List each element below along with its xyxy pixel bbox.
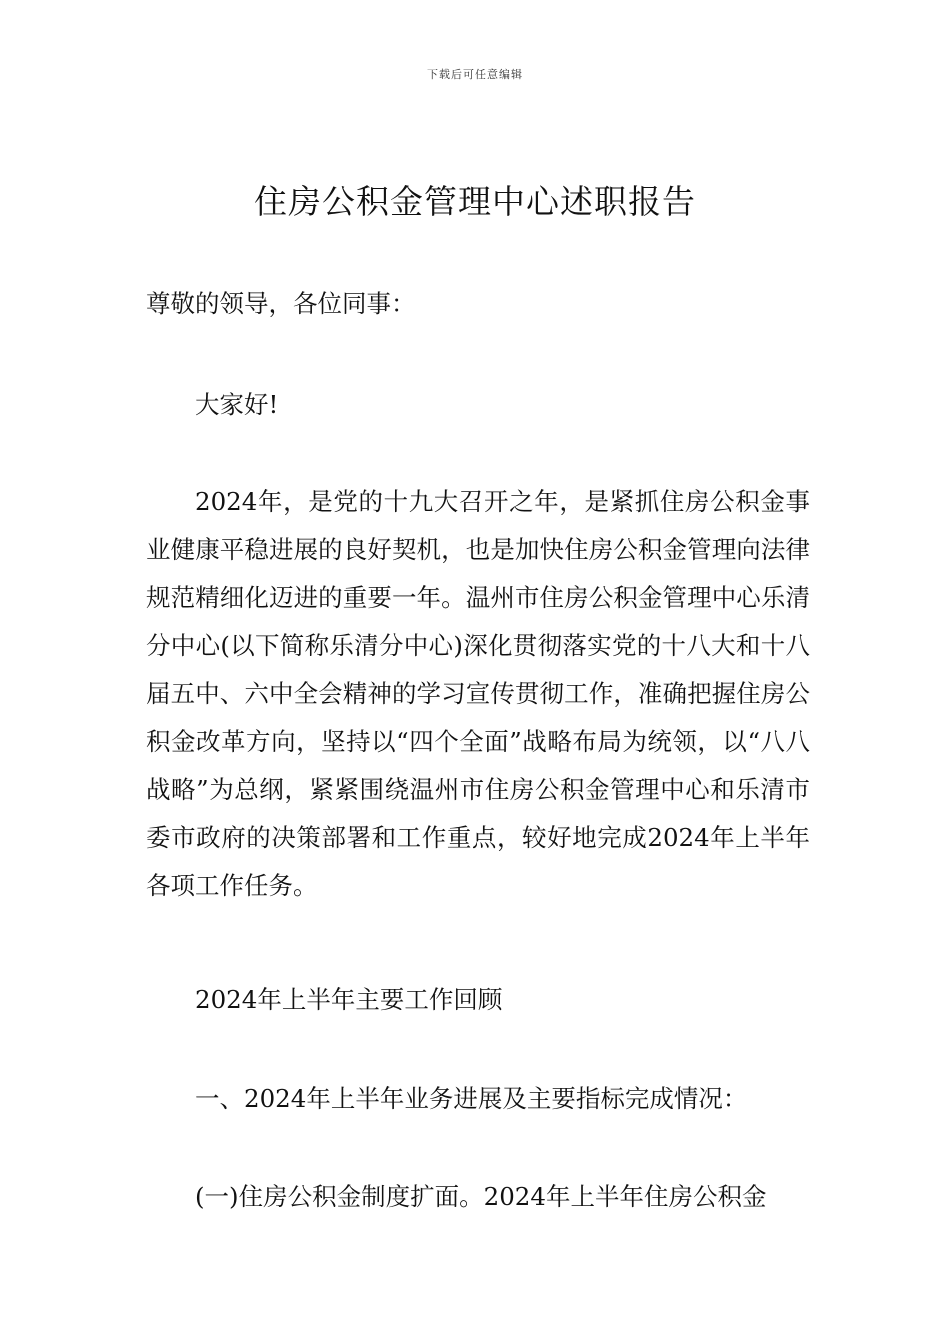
salutation: 尊敬的领导，各位同事： (146, 289, 416, 318)
subsection-heading-one: (一)住房公积金制度扩面。2024年上半年住房公积金 (195, 1182, 767, 1211)
body-paragraph: 2024年，是党的十九大召开之年，是紧抓住房公积金事业健康平稳进展的良好契机，也是加快住房公积金管理向法律规范精细化迈进的重要一年。温州市住房公积金管理中心乐清分中心(以下简称乐清分中心)深化贯彻落实党的十八大和十八届五中、六中全会精神的学习宣传贯彻工作，准确把握住房公积金改革方向，坚持以“四个全面”战略布局为统领，以“八八战略”为总纲，紧紧围绕温州市住房公积金管理中心和乐清市委市政府的决策部署和工作重点，较好地完成2024年上半年各项工作任务。 (146, 487, 810, 900)
header-note: 下载后可任意编辑 (427, 68, 523, 81)
document-title: 住房公积金管理中心述职报告 (254, 182, 696, 221)
section-heading-review: 2024年上半年主要工作回顾 (195, 985, 503, 1014)
section-heading-one: 一、2024年上半年业务进展及主要指标完成情况： (195, 1084, 748, 1113)
greeting: 大家好! (195, 390, 279, 419)
